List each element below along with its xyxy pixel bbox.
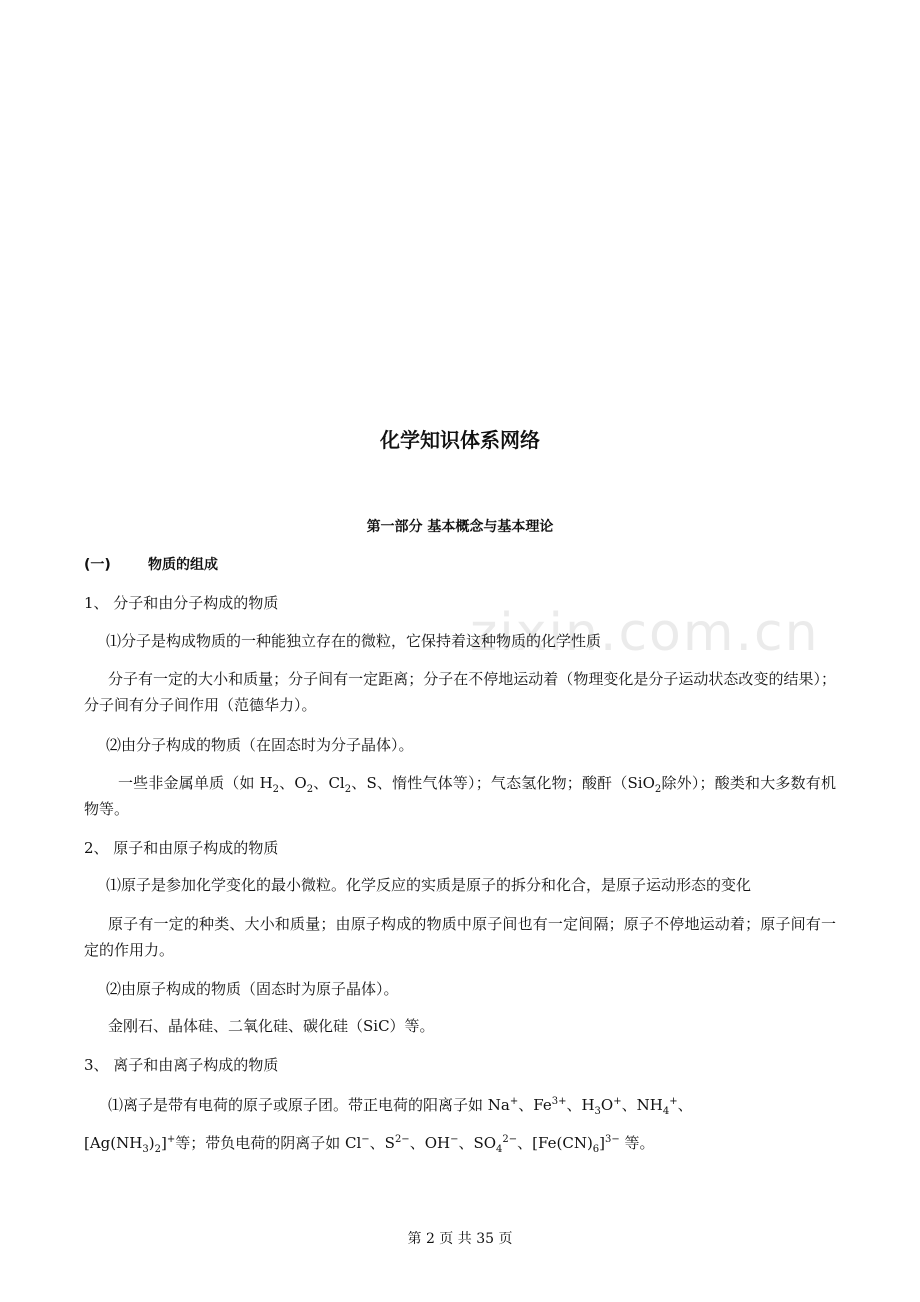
item2-line1: ⑴原子是参加化学变化的最小微粒。化学反应的实质是原子的拆分和化合，是原子运动形态的变化: [106, 876, 752, 894]
item1-line1: ⑴分子是构成物质的一种能独立存在的微粒，它保持着这种物质的化学性质: [106, 632, 602, 650]
item1-paragraph4: 一些非金属单质（如 $H_2$、$O_2$、$Cl_2$、S、惰性气体等）；气态氢化物；酸酐（SiO$_2$除外）；酸类和大多数有机物等。: [84, 774, 836, 818]
section-label: 物质的组成: [148, 557, 218, 573]
item2-paragraph2: 原子有一定的种类、大小和质量；由原子构成的物质中原子间也有一定间隔；原子不停地运动着；原子间有一定的作用力。: [84, 915, 836, 959]
document-title: 化学知识体系网络: [380, 428, 540, 452]
section-number: (一): [84, 557, 111, 573]
item1-paragraph2: 分子有一定的大小和质量；分子间有一定距离；分子在不停地运动着（物理变化是分子运动状态改变的结果）；分子间有分子间作用（范德华力）。: [84, 670, 836, 714]
item1-heading: 1、 分子和由分子构成的物质: [84, 594, 279, 612]
section-heading: [84, 554, 218, 576]
watermark: zixin.com.cn: [470, 603, 820, 663]
item2-line4: 金刚石、晶体硅、二氧化硅、碳化硅（SiC）等。: [108, 1017, 435, 1035]
item2-line3: ⑵由原子构成的物质（固态时为原子晶体）。: [106, 980, 399, 998]
item3-line1: ⑴离子是带有电荷的原子或原子团。带正电荷的阳离子如 Na+、$Fe^{3+}$、$H_3O^+$、$NH_4^+$、: [108, 1096, 693, 1117]
item3-line2: $[Ag(NH_3)_2]^+$等；带负电荷的阴离子如 Cl−、$S^{2-}$、OH−、$SO_4^{2-}$、$[Fe(CN)_6]^{3-}$ 等。: [84, 1134, 655, 1155]
part-title: 第一部分 基本概念与基本理论: [366, 519, 554, 535]
item2-heading: 2、 原子和由原子构成的物质: [84, 839, 279, 857]
item3-heading: 3、 离子和由离子构成的物质: [84, 1056, 279, 1074]
item1-line3: ⑵由分子构成的物质（在固态时为分子晶体）。: [106, 736, 414, 754]
page-footer: 第 2 页 共 35 页: [407, 1231, 513, 1247]
